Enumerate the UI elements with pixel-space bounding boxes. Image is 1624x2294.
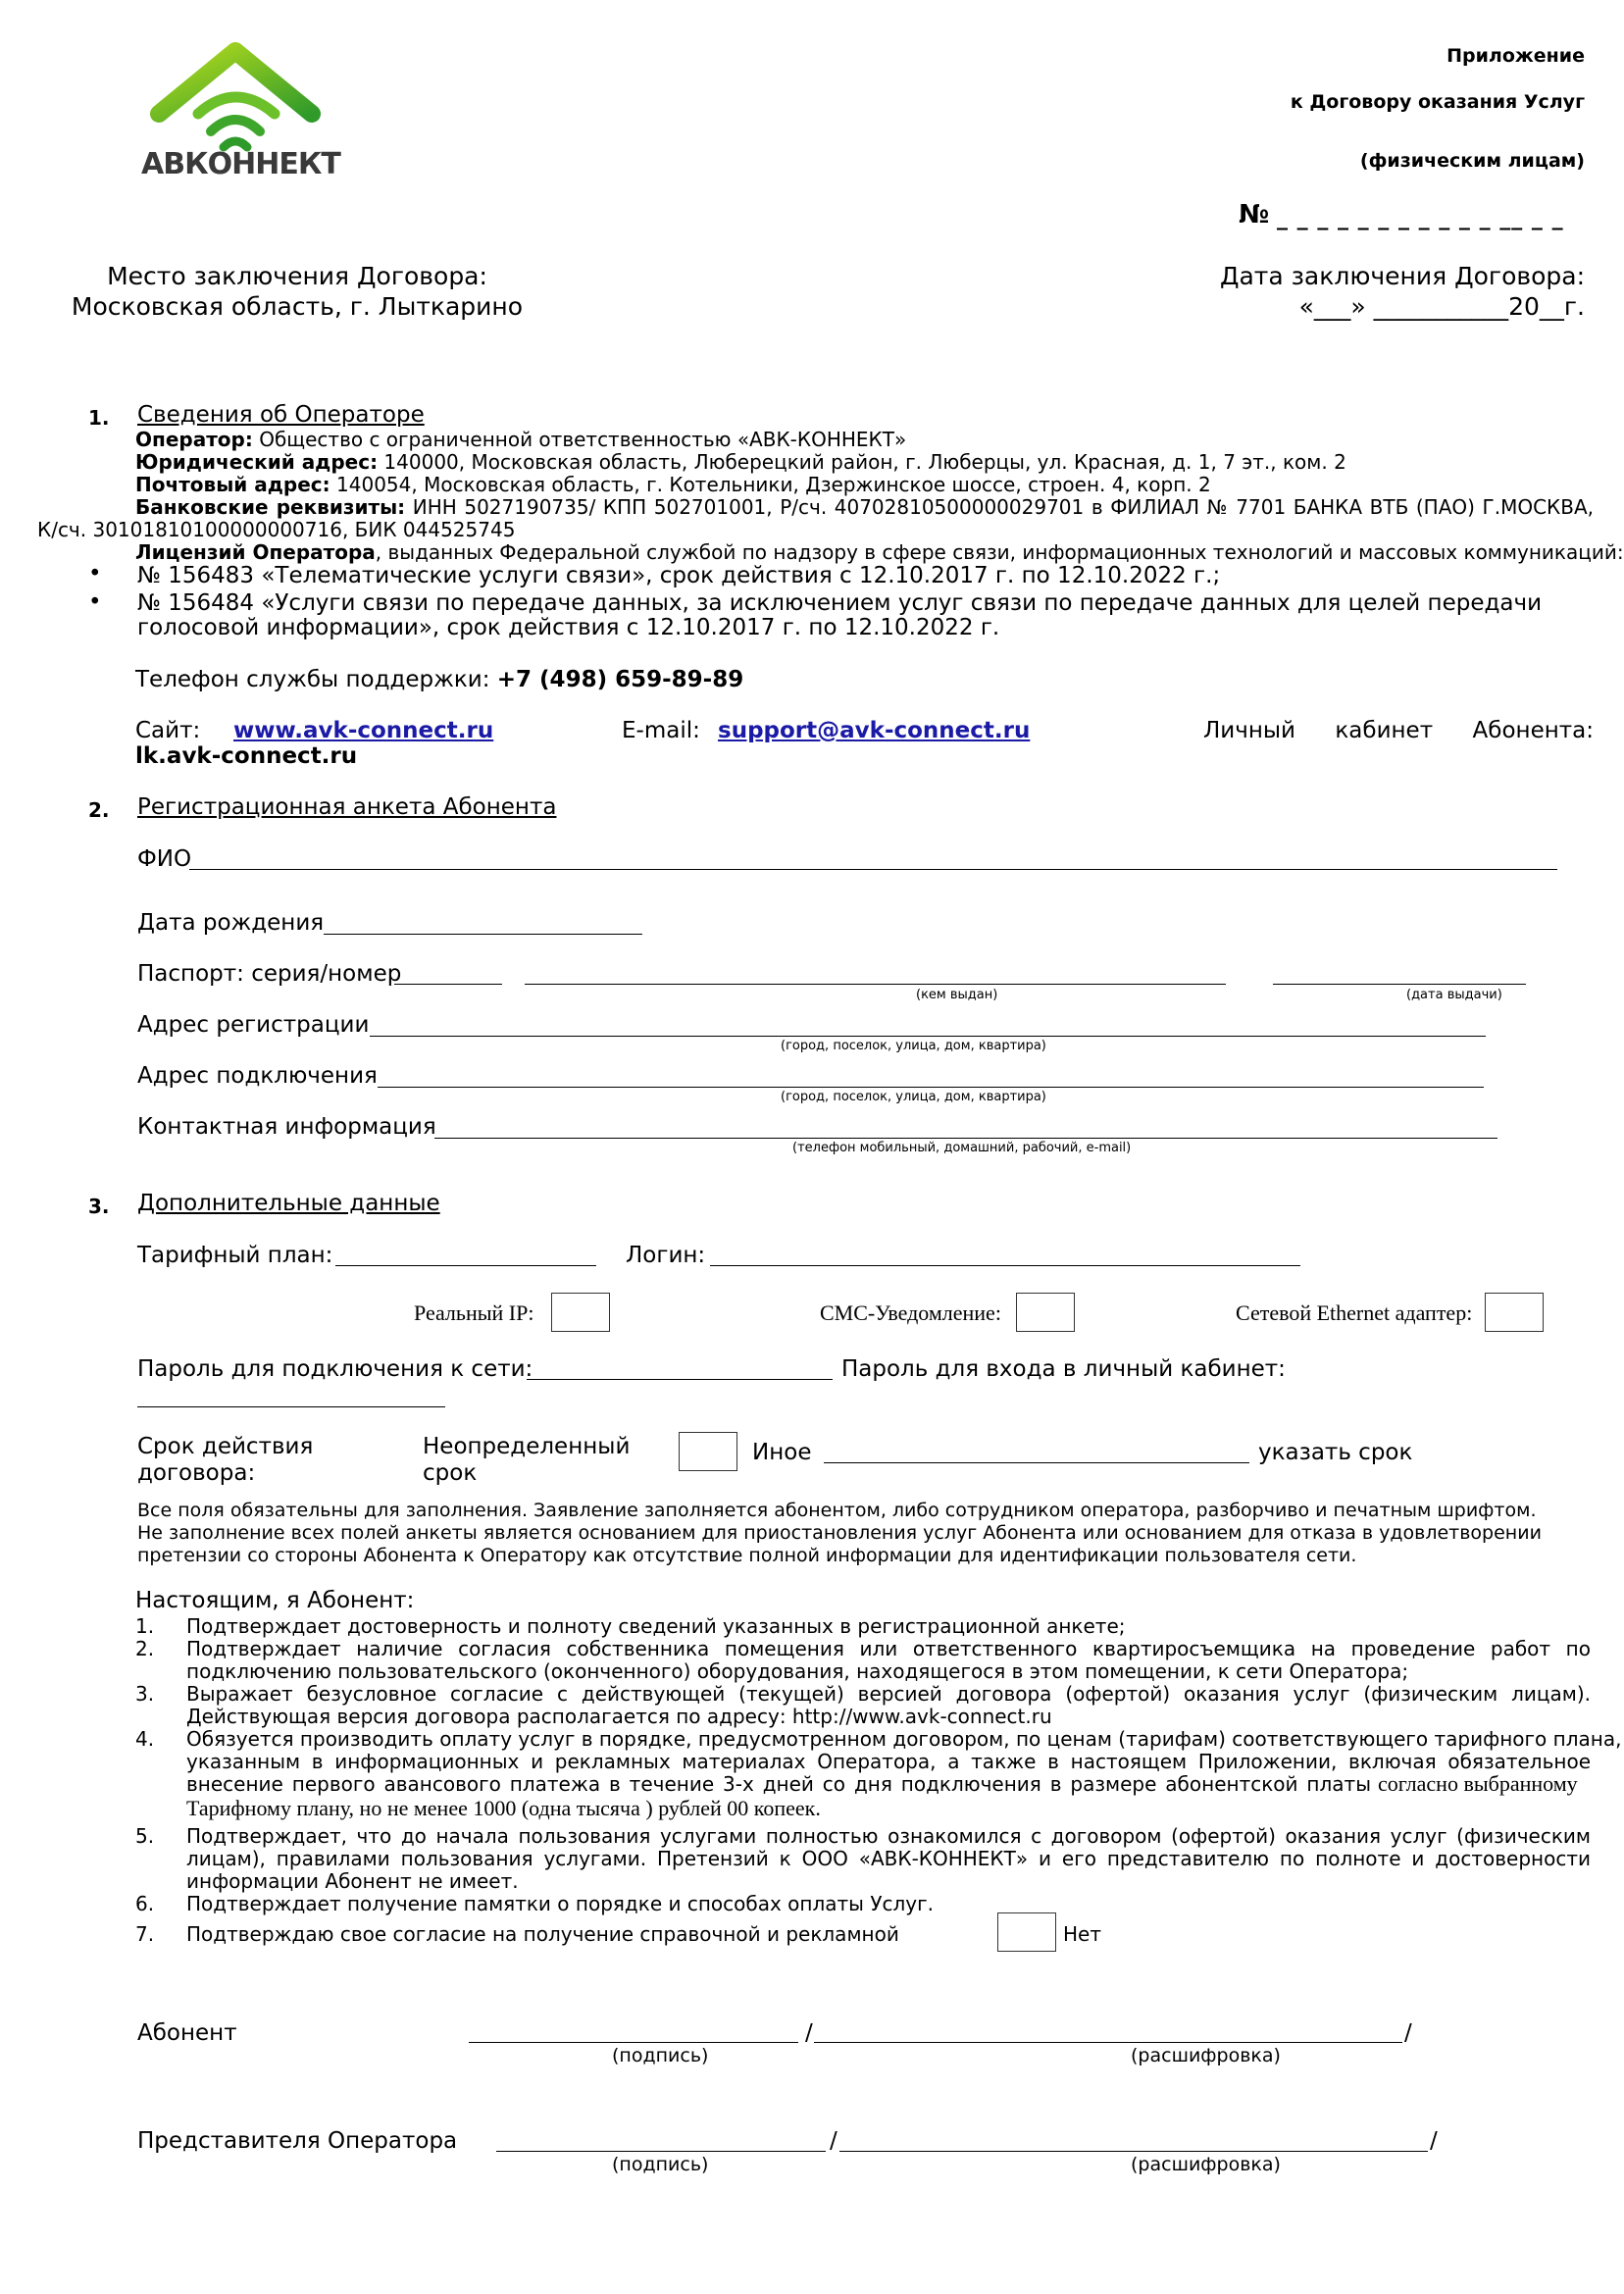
- section2-title: Регистрационная анкета Абонента: [137, 794, 557, 820]
- decode-hint: (расшифровка): [1131, 2045, 1281, 2066]
- subscriber-name-field[interactable]: [814, 2042, 1402, 2043]
- reg-address-field[interactable]: [370, 1036, 1486, 1037]
- postal-address: Почтовый адрес: 140054, Московская область, г. Котельники, Дзержинское шоссе, строен. 4, корп. 2: [135, 473, 1211, 496]
- reg-address-label: Адрес регистрации: [137, 1012, 370, 1038]
- passport-label: Паспорт: серия/номер: [137, 961, 402, 987]
- cabinet-url: lk.avk-connect.ru: [135, 743, 358, 769]
- operator-rep-label: Представителя Оператора: [137, 2128, 458, 2154]
- consent-item-number: 1.: [135, 1614, 155, 1638]
- conn-address-field[interactable]: [378, 1087, 1484, 1088]
- fio-label: ФИО: [137, 846, 192, 872]
- consent-item-text: Подтверждает наличие согласия собственника помещения или ответственного квартиросъемщика на проведение работ по: [186, 1637, 1591, 1660]
- passport-date-field[interactable]: [1273, 984, 1526, 985]
- consent-item-number: 3.: [135, 1682, 155, 1706]
- birth-label: Дата рождения: [137, 910, 325, 936]
- consent-item-text: Подтверждает, что до начала пользования услугами полностью ознакомился с договором (офертой) оказания услуг (физическим: [186, 1824, 1591, 1848]
- section3-title: Дополнительные данные: [137, 1191, 440, 1216]
- cabinet-password-field[interactable]: [137, 1406, 445, 1407]
- place-label: Место заключения Договора:: [107, 262, 487, 290]
- appendix-subtitle: (физическим лицам): [1359, 150, 1585, 172]
- advertising-refuse-checkbox[interactable]: [997, 1912, 1056, 1952]
- term-other-field[interactable]: [824, 1462, 1249, 1463]
- licenses-intro: Лицензий Оператора, выданных Федеральной службой по надзору в сфере связи, информационных технологий и массовых коммуникаций:: [135, 540, 1624, 564]
- consent-item-number: 2.: [135, 1637, 155, 1660]
- contact-hint: (телефон мобильный, домашний, рабочий, e-mail): [792, 1141, 1132, 1155]
- consent-item-number: 5.: [135, 1824, 155, 1848]
- contract-number-blank: _ _ _ _ _ _ _ _ _ _ _ __ _ _: [1277, 206, 1564, 230]
- issue-date-hint: (дата выдачи): [1406, 988, 1502, 1002]
- consent-item-text: Подтверждает получение памятки о порядке и способах оплаты Услуг.: [186, 1892, 934, 1915]
- term-specify-label: указать срок: [1258, 1440, 1413, 1465]
- consent-item-text: Подтверждаю свое согласие на получение справочной и рекламной: [186, 1922, 899, 1946]
- license-item: № 156483 «Телематические услуги связи», срок действия с 12.10.2017 г. по 12.10.2022 г.;: [137, 563, 1221, 588]
- consent-item-number: 4.: [135, 1727, 155, 1751]
- ethernet-checkbox[interactable]: [1485, 1293, 1544, 1332]
- signature-hint: (подпись): [612, 2154, 709, 2175]
- cabinet-password-label: Пароль для входа в личный кабинет:: [841, 1356, 1286, 1382]
- subscriber-label: Абонент: [137, 2020, 237, 2046]
- notice-line: Не заполнение всех полей анкеты является основанием для приостановления услуг Абонента или основанием для отказа в удовлетворении: [137, 1522, 1542, 1544]
- fio-field[interactable]: [189, 869, 1557, 870]
- license-item: голосовой информации», срок действия с 12.10.2017 г. по 12.10.2022 г.: [137, 615, 1000, 640]
- place-value: Московская область, г. Лыткарино: [71, 292, 524, 321]
- date-value: «___» ___________20__г.: [1298, 292, 1585, 321]
- date-label: Дата заключения Договора:: [1219, 262, 1585, 290]
- term-label: Срок действия договора:: [137, 1434, 314, 1486]
- operator-name: Оператор: Общество с ограниченной ответственностью «АВК-КОННЕКТ»: [135, 428, 907, 451]
- section2-number: 2.: [88, 798, 110, 822]
- consent-item-text: внесение первого авансового платежа в течение 3-х дней со дня подключения в размере абонентской платы: [186, 1772, 1371, 1796]
- login-field[interactable]: [710, 1265, 1300, 1266]
- contact-field[interactable]: [434, 1138, 1497, 1139]
- real-ip-label: Реальный IP:: [414, 1300, 534, 1325]
- term-other-label: Иное: [752, 1440, 812, 1465]
- sms-label: СМС-Уведомление:: [820, 1300, 1001, 1325]
- consent-item-number: 6.: [135, 1892, 155, 1915]
- contact-label: Контактная информация: [137, 1114, 436, 1140]
- login-label: Логин:: [626, 1243, 706, 1268]
- address-hint: (город, поселок, улица, дом, квартира): [781, 1039, 1046, 1053]
- bullet: •: [88, 589, 102, 615]
- tariff-label: Тарифный план:: [137, 1243, 333, 1268]
- appendix-title: Приложение: [1446, 45, 1585, 67]
- ethernet-label: Сетевой Ethernet адаптер:: [1236, 1300, 1473, 1325]
- consent-intro: Настоящим, я Абонент:: [135, 1588, 415, 1613]
- signature-slash: /: [805, 2020, 813, 2046]
- notice-line: Все поля обязательны для заполнения. Заявление заполняется абонентом, либо сотрудником оператора, разборчиво и печатным шрифтом.: [137, 1500, 1537, 1521]
- bank-details: Банковские реквизиты: ИНН 5027190735/ КПП 502701001, Р/сч. 40702810500000029701 в ФИЛИАЛ № 7701 БАНКА ВТБ (ПАО) Г.МОСКВА,: [135, 495, 1594, 519]
- tariff-field[interactable]: [335, 1265, 596, 1266]
- consent-item-text: Обязуется производить оплату услуг в порядке, предусмотренном договором, по ценам (тарифам) соответствующего тарифного плана,: [186, 1727, 1622, 1751]
- passport-issuer-field[interactable]: [525, 984, 1226, 985]
- address-hint: (город, поселок, улица, дом, квартира): [781, 1090, 1046, 1104]
- no-label: Нет: [1063, 1922, 1101, 1946]
- signature-slash: /: [1430, 2128, 1438, 2154]
- consent-item-number: 7.: [135, 1922, 155, 1946]
- section3-number: 3.: [88, 1195, 110, 1218]
- consent-item-text: Действующая версия договора располагается по адресу: http://www.avk-connect.ru: [186, 1705, 1052, 1728]
- passport-number-field[interactable]: [394, 984, 502, 985]
- license-item: № 156484 «Услуги связи по передаче данных, за исключением услуг связи по передаче данных для целей передачи: [137, 590, 1543, 616]
- section1-number: 1.: [88, 406, 110, 430]
- term-indefinite-checkbox[interactable]: [679, 1432, 737, 1471]
- legal-address: Юридический адрес: 140000, Московская область, Люберецкий район, г. Люберцы, ул. Красная, д. 1, 7 эт., ком. 2: [135, 450, 1346, 474]
- consent-item-text: указанным в информационных и рекламных материалах Оператора, а также в настоящем Приложении, включая обязательное: [186, 1750, 1591, 1773]
- signature-hint: (подпись): [612, 2045, 709, 2066]
- notice-line: претензии со стороны Абонента к Оператору как отсутствие полной информации для идентификации пользователя сети.: [137, 1545, 1357, 1566]
- appendix-contract: к Договору оказания Услуг: [1290, 91, 1585, 113]
- section1-title: Сведения об Операторе: [137, 402, 425, 428]
- consent-item-text: лицам), правилами пользования услугами. Претензий к ООО «АВК-КОННЕКТ» и его представителю по полноте и достоверности: [186, 1847, 1591, 1870]
- site-label: Сайт:: [135, 718, 201, 743]
- bank-details-line2: К/сч. 30101810100000000716, БИК 044525745: [37, 518, 516, 541]
- email-link[interactable]: support@avk-connect.ru: [718, 718, 1031, 743]
- issued-by-hint: (кем выдан): [916, 988, 998, 1002]
- net-password-field[interactable]: [527, 1379, 833, 1380]
- signature-slash: /: [830, 2128, 837, 2154]
- subscriber-signature-field[interactable]: [469, 2042, 798, 2043]
- signature-slash: /: [1404, 2020, 1412, 2046]
- contract-number-label: №: [1239, 200, 1270, 229]
- contract-date: [1220, 261, 1585, 322]
- operator-name-field[interactable]: [839, 2151, 1428, 2152]
- term-indefinite-label: Неопределенный срок: [423, 1434, 631, 1486]
- real-ip-checkbox[interactable]: [551, 1293, 610, 1332]
- conn-address-label: Адрес подключения: [137, 1063, 378, 1089]
- bullet: •: [88, 561, 102, 586]
- net-password-label: Пароль для подключения к сети:: [137, 1356, 533, 1382]
- contract-place: [47, 261, 547, 322]
- cabinet-label: Личный кабинет Абонента:: [1203, 718, 1594, 743]
- company-logo: [137, 43, 348, 190]
- consent-item-text: информации Абонент не имеет.: [186, 1869, 519, 1893]
- logo-text: АВКОННЕКТ: [141, 147, 340, 181]
- email-label: E-mail:: [622, 718, 700, 743]
- site-link[interactable]: www.avk-connect.ru: [233, 718, 494, 743]
- consent-item-text: Подтверждает достоверность и полноту сведений указанных в регистрационной анкете;: [186, 1614, 1126, 1638]
- decode-hint: (расшифровка): [1131, 2154, 1281, 2175]
- consent-item-text-tail: согласно выбранному: [1378, 1771, 1578, 1796]
- consent-item-text: Выражает безусловное согласие с действующей (текущей) версией договора (офертой) оказания услуг (физическим лицам).: [186, 1682, 1591, 1706]
- consent-item-text: Тарифному плану, но не менее 1000 (одна тысяча ) рублей 00 копеек.: [186, 1796, 821, 1820]
- consent-item-text: подключению пользовательского (оконченного) оборудования, находящегося в этом помещении, к сети Оператора;: [186, 1659, 1409, 1683]
- support-phone: Телефон службы поддержки: +7 (498) 659-89-89: [135, 667, 744, 692]
- operator-signature-field[interactable]: [496, 2151, 826, 2152]
- sms-checkbox[interactable]: [1016, 1293, 1075, 1332]
- birth-date-field[interactable]: [324, 934, 642, 935]
